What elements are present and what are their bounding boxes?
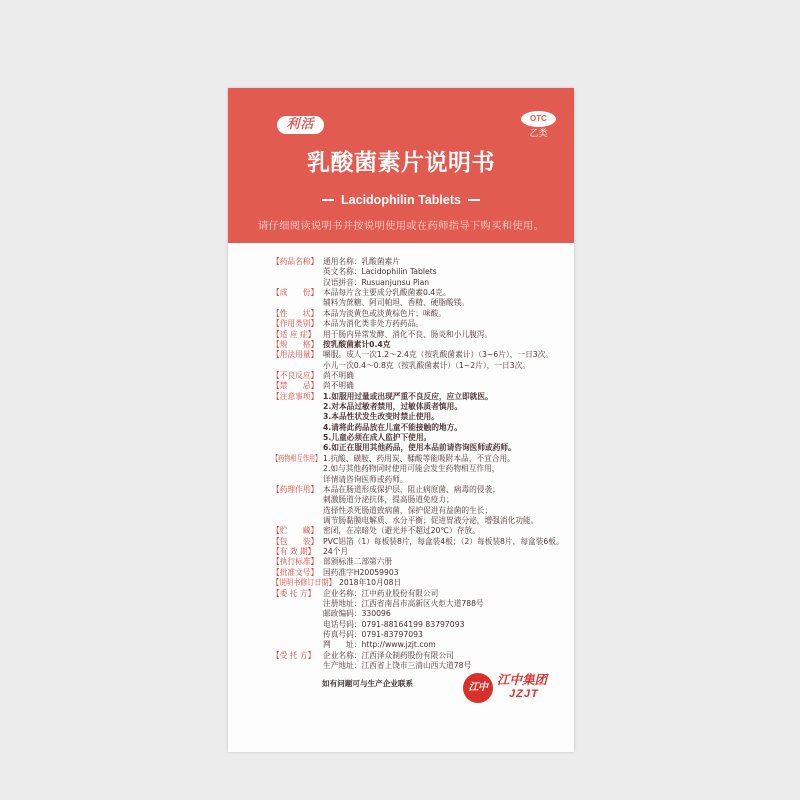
section-row [272, 371, 570, 381]
section-line: 本品在肠道形成保护层，阻止病原菌、病毒的侵袭； [323, 484, 500, 494]
leaflet-header [228, 88, 574, 243]
otc-badge: OTC [521, 111, 556, 127]
section-label: 【委 托 方】 [272, 588, 316, 598]
reading-notice: 请仔细阅读说明书并按说明使用或在药师指导下购买和使用。 [257, 220, 545, 232]
section-line: 本品为消化类非处方药药品。 [323, 319, 423, 329]
leaflet-body [272, 257, 570, 671]
section-line: 尚不明确 [323, 381, 354, 391]
page-title: 乳酸菌素片说明书 [307, 150, 495, 176]
section-line: 传真号码：0791-83797093 [323, 629, 423, 639]
section-line: 国药准字H20059903 [323, 567, 399, 577]
leaflet [228, 88, 574, 752]
section-line: 小儿一次0.4～0.8克（按乳酸菌素计）（1~2片），一日3次。 [323, 360, 530, 370]
section-label: 【规 格】 [272, 339, 319, 349]
section-line: 1.如服用过量或出现严重不良反应，应立即就医。 [323, 391, 493, 401]
section-row [272, 537, 570, 547]
section-label: 【不良反应】 [272, 370, 319, 380]
section-row [272, 557, 570, 567]
section-line: 24个月 [323, 547, 349, 557]
section-line: 本品为淡黄色或淡黄棕色片；味酸。 [323, 308, 447, 318]
section-label: 【禁 忌】 [272, 381, 319, 391]
section-storage [272, 526, 570, 536]
section-label: 【批准文号】 [272, 567, 319, 577]
section-row [272, 288, 570, 298]
section-revision-date [272, 578, 570, 588]
section-line: 4.请将此药品放在儿童不能接触的地方。 [323, 422, 462, 432]
section-row [272, 381, 570, 391]
section-label: 【贮 藏】 [272, 526, 319, 536]
section-approval-number [272, 568, 570, 578]
section-line: 5.儿童必须在成人监护下使用。 [323, 433, 432, 443]
section-row [272, 392, 570, 402]
section-line: 部颁标准二部第六册 [323, 557, 393, 567]
section-label: 【适 应 症】 [272, 329, 316, 339]
brand-logo: 利活 [277, 116, 324, 134]
section-row [272, 485, 570, 495]
section-indications [272, 330, 570, 340]
section-label: 【用法用量】 [272, 350, 319, 360]
section-adverse-reactions [272, 371, 570, 381]
section-line: 详情请咨询医师或药师。 [323, 474, 408, 484]
section-label: 【注意事项】 [272, 391, 319, 401]
section-label: 【药品名称】 [272, 257, 319, 266]
section-interactions [272, 454, 570, 485]
section-packaging [272, 537, 570, 547]
section-row [272, 454, 570, 464]
section-line: 1.抗酸、磺胺、药用炭、鞣酸等能吸附本品，不宜合用。 [323, 453, 515, 463]
section-label: 【药理作用】 [272, 484, 319, 494]
section-commissioning-party [272, 589, 570, 651]
section-line: 尚不明确 [323, 370, 354, 380]
section-row [272, 340, 570, 350]
section-row [272, 350, 570, 360]
section-line: 汉语拼音：Rusuanjunsu Pian [323, 277, 430, 287]
subtitle-dash-left [322, 199, 334, 201]
section-category [272, 319, 570, 329]
jiangzhong-emblem: 江中 [463, 673, 493, 703]
section-dosage [272, 350, 570, 371]
section-line: 调节肠黏膜电解质、水分平衡；促进胃液分泌，增强消化功能。 [323, 515, 539, 525]
section-row [272, 568, 570, 578]
section-line: 按乳酸菌素计0.4克 [323, 339, 391, 349]
section-line: 嚼服。成人一次1.2～2.4克（按乳酸菌素计）（3~6片），一日3次。 [323, 350, 554, 360]
section-expiry [272, 547, 570, 557]
section-line: 密闭，在凉暗处（避光并不超过20℃）存放。 [323, 526, 480, 536]
section-label [272, 578, 339, 588]
section-label: 【受 托 方】 [272, 650, 316, 660]
section-line: 选择性杀死肠道致病菌，保护促进有益菌的生长； [323, 505, 493, 515]
section-line: 电话号码：0791-88164199 83797093 [323, 619, 465, 629]
section-line: 英文名称：Lacidophilin Tablets [323, 267, 437, 277]
section-row [272, 578, 570, 588]
section-line: 通用名称：乳酸菌素片 [323, 257, 400, 266]
section-row [272, 309, 570, 319]
section-line: 注册地址：江西省南昌市高新区火炬大道788号 [323, 598, 484, 608]
section-label [272, 454, 323, 464]
subtitle-row [228, 192, 574, 208]
section-row [272, 330, 570, 340]
section-line: 邮政编码：330096 [323, 609, 391, 619]
section-line: 辅料为蔗糖、阿司帕坦、香精、硬脂酸镁。 [323, 298, 470, 308]
section-line: 刺激肠道分泌抗体，提高肠道免疫力； [323, 495, 454, 505]
section-contraindications [272, 381, 570, 391]
section-label: 【执行标准】 [272, 557, 319, 567]
section-line: 企业名称：江西泽众制药股份有限公司 [323, 650, 454, 660]
section-row [272, 257, 570, 267]
section-line: 2018年10月08日 [339, 578, 402, 588]
brand-name: 江中集团 [497, 672, 548, 687]
section-line: 2.如与其他药物同时使用可能会发生药物相互作用， [323, 464, 500, 474]
section-label: 【成 份】 [272, 288, 319, 298]
section-line: 本品每片含主要成分乳酸菌素0.4克。 [323, 288, 451, 298]
section-label: 【包 装】 [272, 536, 319, 546]
section-label: 【有 效 期】 [272, 547, 316, 557]
section-line: PVC铝箔（1）每板装8片，每盒装4板；（2）每板装8片，每盒装6板。 [323, 536, 564, 546]
section-line: 2.对本品过敏者禁用，过敏体质者慎用。 [323, 402, 462, 412]
subtitle-dash-right [468, 199, 480, 201]
section-label-text: 【药物相互作用】 [272, 453, 322, 463]
brand-abbr: JZJT [509, 688, 539, 700]
english-title: Lacidophilin Tablets [341, 193, 461, 207]
section-line: 网 址：http://www.jzjt.com [323, 640, 436, 650]
section-composition [272, 288, 570, 309]
section-label-text: 【说明书修订日期】 [272, 578, 336, 588]
section-drug-name [272, 257, 570, 288]
section-manufacturer [272, 651, 570, 672]
section-specification [272, 340, 570, 350]
section-line: 用于肠内异常发酵、消化不良、肠炎和小儿腹泻。 [323, 329, 493, 339]
section-line: 6.如正在服用其他药品，使用本品前请咨询医师或药师。 [323, 443, 516, 453]
section-standard [272, 557, 570, 567]
section-label: 【性 状】 [272, 308, 319, 318]
contact-note: 如有问题可与生产企业联系 [322, 679, 414, 688]
section-row [272, 651, 570, 661]
section-precautions [272, 392, 570, 454]
section-line: 企业名称：江中药业股份有限公司 [323, 588, 439, 598]
section-pharmacology [272, 485, 570, 526]
section-row [272, 547, 570, 557]
section-line: 3.本品性状发生改变时禁止使用。 [323, 412, 439, 422]
section-label: 【作用类别】 [272, 319, 319, 329]
section-row [272, 526, 570, 536]
section-description [272, 309, 570, 319]
section-row [272, 319, 570, 329]
otc-class-label: 乙类 [529, 129, 548, 139]
section-row [272, 589, 570, 599]
section-line: 生产地址：江西省上饶市三清山西大道78号 [323, 661, 472, 671]
